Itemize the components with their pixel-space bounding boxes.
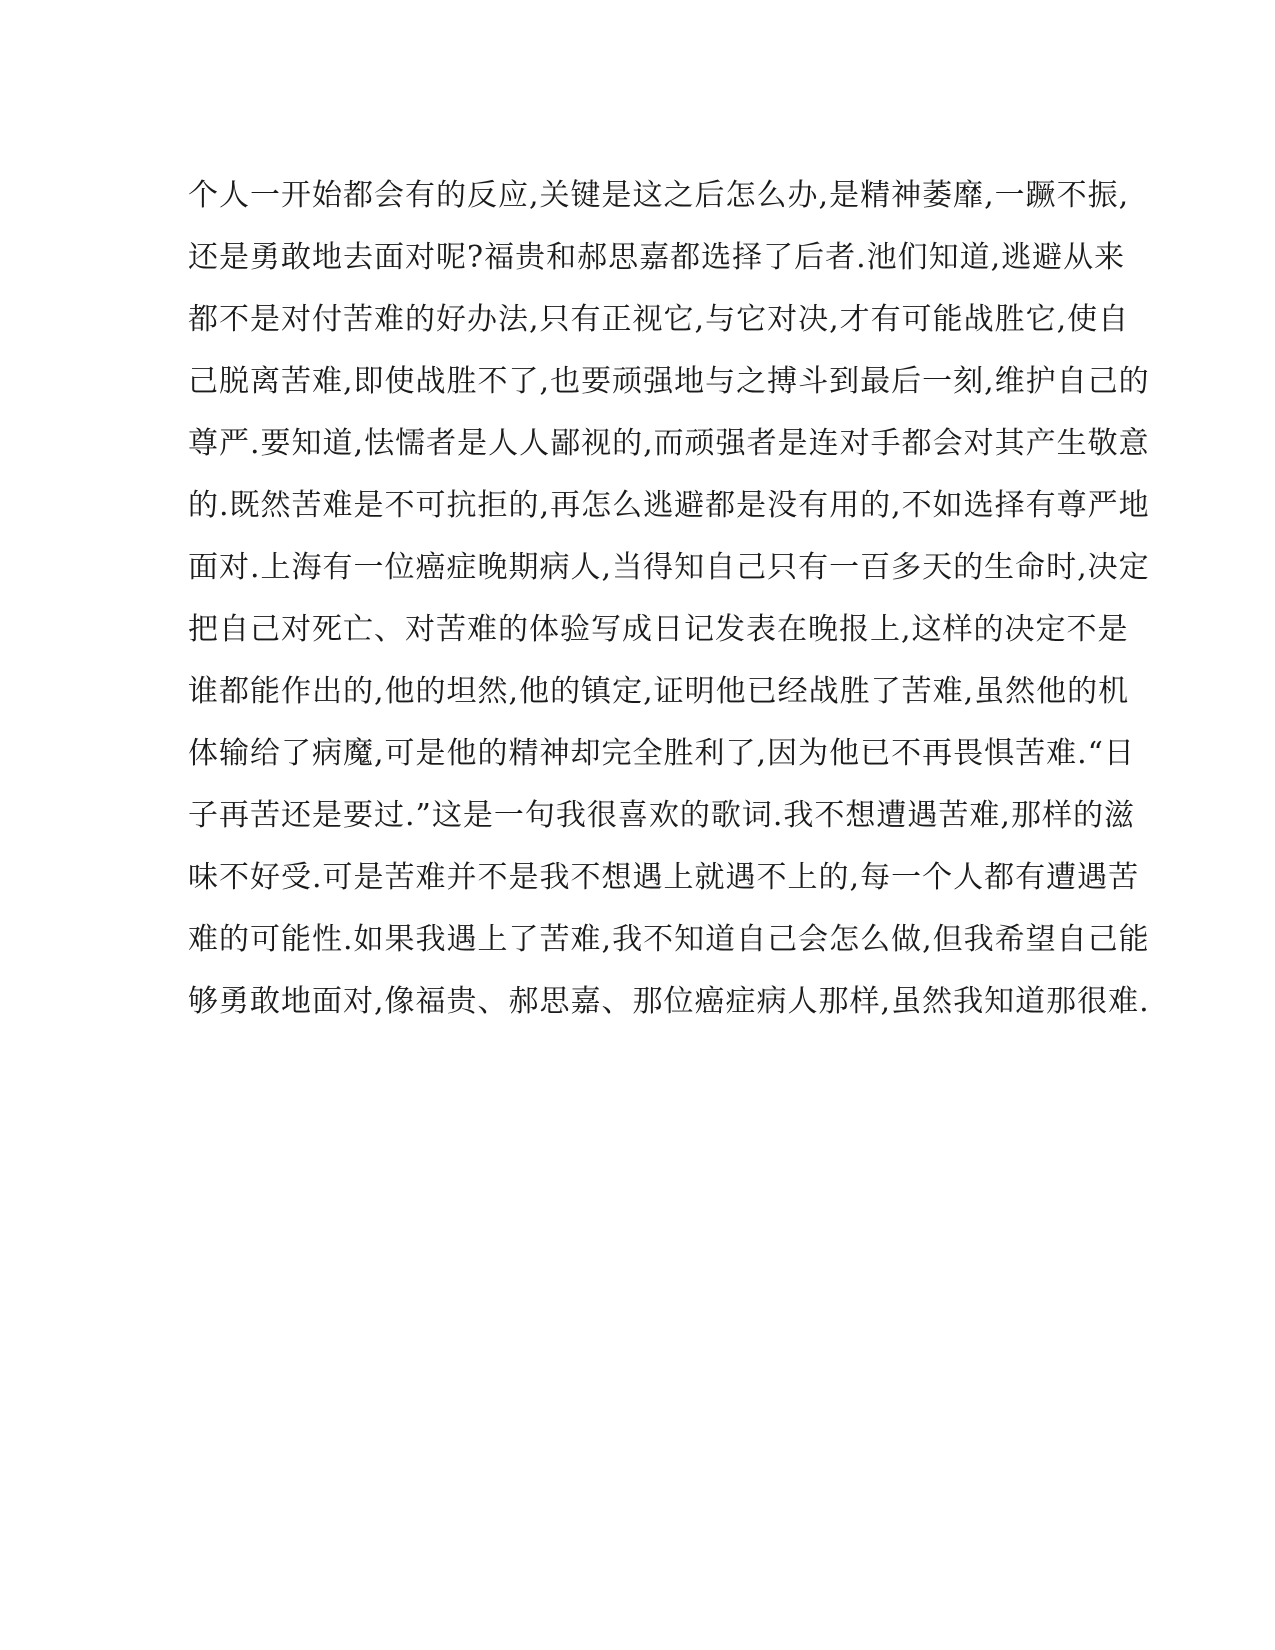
text-line: 子再苦还是要过.”这是一句我很喜欢的歌词.我不想遭遇苦难,那样的滋 <box>188 798 1135 833</box>
text-line: 够勇敢地面对,像福贵、郝思嘉、那位癌症病人那样,虽然我知道那很难. <box>188 984 1150 1019</box>
text-line: 的.既然苦难是不可抗拒的,再怎么逃避都是没有用的,不如选择有尊严地 <box>188 488 1150 523</box>
text-line: 都不是对付苦难的好办法,只有正视它,与它对决,才有可能战胜它,使自 <box>188 302 1130 337</box>
text-line: 味不好受.可是苦难并不是我不想遇上就遇不上的,每一个人都有遭遇苦 <box>188 860 1140 895</box>
text-line: 个人一开始都会有的反应,关键是这之后怎么办,是精神萎靡,一蹶不振, <box>188 178 1130 213</box>
text-line: 尊严.要知道,怯懦者是人人鄙视的,而顽强者是连对手都会对其产生敬意 <box>188 426 1150 461</box>
text-line: 体输给了病魔,可是他的精神却完全胜利了,因为他已不再畏惧苦难.“日 <box>188 736 1135 771</box>
text-line: 难的可能性.如果我遇上了苦难,我不知道自己会怎么做,但我希望自己能 <box>188 922 1150 957</box>
text-line: 谁都能作出的,他的坦然,他的镇定,证明他已经战胜了苦难,虽然他的机 <box>188 674 1130 709</box>
text-line: 还是勇敢地去面对呢?福贵和郝思嘉都选择了后者.池们知道,逃避从来 <box>188 240 1126 275</box>
text-line: 面对.上海有一位癌症晚期病人,当得知自己只有一百多天的生命时,决定 <box>188 550 1150 585</box>
body-text <box>188 165 1150 1033</box>
text-line: 己脱离苦难,即使战胜不了,也要顽强地与之搏斗到最后一刻,维护自己的 <box>188 364 1150 399</box>
text-line: 把自己对死亡、对苦难的体验写成日记发表在晚报上,这样的决定不是 <box>188 612 1129 647</box>
